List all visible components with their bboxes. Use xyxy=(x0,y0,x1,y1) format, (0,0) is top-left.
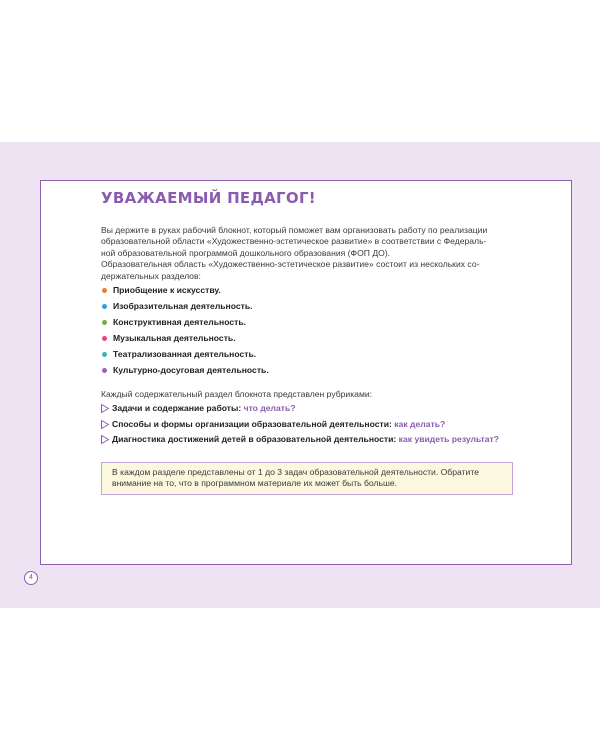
content-frame xyxy=(40,180,572,565)
intro-line: ной образовательной программой дошкольного образования (ФОП ДО). xyxy=(101,247,391,258)
bullet-dot-icon xyxy=(102,368,107,373)
section-label: Изобразительная деятельность. xyxy=(113,301,253,311)
rubrics-intro: Каждый содержательный раздел блокнота представлен рубриками: xyxy=(101,389,373,399)
rubric-question: что делать? xyxy=(243,403,296,413)
section-item xyxy=(101,333,269,349)
rubric-question: как увидеть результат? xyxy=(398,434,499,444)
page-title: УВАЖАЕМЫЙ ПЕДАГОГ! xyxy=(101,189,316,207)
rubrics-list xyxy=(101,403,499,450)
intro-line: держательных разделов: xyxy=(101,270,201,281)
section-label: Конструктивная деятельность. xyxy=(113,317,247,327)
rubric-text: Задачи и содержание работы: xyxy=(112,403,244,413)
triangle-bullet-icon xyxy=(101,420,109,429)
section-label: Приобщение к искусству. xyxy=(113,285,221,295)
section-item xyxy=(101,285,269,301)
intro-line: Образовательная область «Художественно-эстетическое развитие» состоит из нескольких со- xyxy=(101,259,480,270)
triangle-bullet-icon xyxy=(101,404,109,413)
rubric-item xyxy=(101,419,499,435)
rubric-item xyxy=(101,403,499,419)
triangle-bullet-icon xyxy=(101,435,109,444)
rubric-text: Диагностика достижений детей в образовательной деятельности: xyxy=(112,434,399,444)
bullet-dot-icon xyxy=(102,304,107,309)
bullet-dot-icon xyxy=(102,336,107,341)
section-item xyxy=(101,317,269,333)
note-box: В каждом разделе представлены от 1 до 3 задач образовательной деятельности. Обратите внимание на то, что в программном материале их может быть больше. xyxy=(101,462,513,495)
page-number: 4 xyxy=(24,571,38,585)
rubric-item xyxy=(101,434,499,450)
bullet-dot-icon xyxy=(102,288,107,293)
intro-paragraph xyxy=(101,225,513,282)
bullet-dot-icon xyxy=(102,352,107,357)
section-label: Культурно-досуговая деятельность. xyxy=(113,365,269,375)
intro-line: образовательной области «Художественно-эстетическое развитие» в соответствии с Федераль- xyxy=(101,236,487,247)
section-label: Музыкальная деятельность. xyxy=(113,333,236,343)
intro-line: Вы держите в руках рабочий блокнот, который поможет вам организовать работу по реализации xyxy=(101,225,488,235)
rubric-question: как делать? xyxy=(394,418,446,429)
section-item xyxy=(101,349,269,365)
section-item xyxy=(101,365,269,381)
bullet-dot-icon xyxy=(102,320,107,325)
section-item xyxy=(101,301,269,317)
rubric-text: Способы и формы организации образовательной деятельности: xyxy=(112,418,395,429)
section-label: Театрализованная деятельность. xyxy=(113,349,257,359)
sections-list xyxy=(101,285,269,381)
